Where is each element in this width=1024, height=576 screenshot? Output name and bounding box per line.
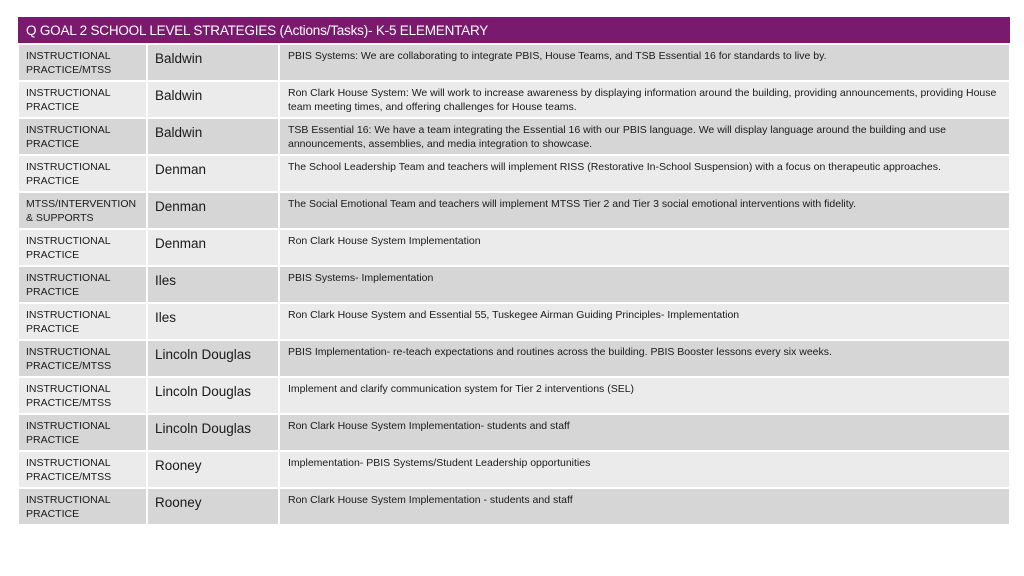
category-cell: INSTRUCTIONAL PRACTICE (26, 124, 111, 150)
school-cell: Baldwin (155, 125, 203, 140)
table-row (18, 81, 1010, 118)
table-title: Q GOAL 2 SCHOOL LEVEL STRATEGIES (Actions/Tasks)- K-5 ELEMENTARY (18, 17, 1010, 44)
strategy-cell: PBIS Implementation- re-teach expectations and routines across the building. PBIS Booster lessons every six weeks. (288, 346, 832, 358)
table-row (18, 340, 1010, 377)
table-row (18, 266, 1010, 303)
table-row (18, 451, 1010, 488)
table-row (18, 303, 1010, 340)
category-cell: INSTRUCTIONAL PRACTICE (26, 309, 111, 335)
table-row (18, 414, 1010, 451)
category-cell: MTSS/INTERVENTION & SUPPORTS (26, 198, 137, 224)
strategy-cell: Implement and clarify communication system for Tier 2 interventions (SEL) (288, 383, 635, 395)
category-cell: INSTRUCTIONAL PRACTICE/MTSS (26, 50, 112, 76)
strategy-cell: Ron Clark House System Implementation- students and staff (288, 420, 570, 432)
table-row (18, 44, 1010, 81)
school-cell: Baldwin (155, 51, 203, 66)
school-cell: Lincoln Douglas (155, 347, 252, 362)
strategy-cell: The Social Emotional Team and teachers will implement MTSS Tier 2 and Tier 3 social emotional interventions with fidelity. (288, 198, 857, 210)
strategy-cell: TSB Essential 16: We have a team integrating the Essential 16 with our PBIS language. We will display language around the building and use announcements, assemblies, and media integration to showcase. (288, 124, 947, 150)
strategy-cell: PBIS Systems: We are collaborating to integrate PBIS, House Teams, and TSB Essential 16 for standards to live by. (288, 50, 827, 62)
strategy-cell: Implementation- PBIS Systems/Student Leadership opportunities (288, 457, 591, 469)
strategy-cell: Ron Clark House System: We will work to increase awareness by displaying information around the building, providing announcements, providing House team meeting times, and offering challenges for House teams. (288, 87, 997, 113)
table-header-row (18, 17, 1010, 44)
school-cell: Rooney (155, 495, 202, 510)
school-cell: Lincoln Douglas (155, 384, 252, 399)
strategy-cell: Ron Clark House System Implementation - students and staff (288, 494, 573, 506)
table-row (18, 229, 1010, 266)
school-cell: Denman (155, 236, 207, 251)
category-cell: INSTRUCTIONAL PRACTICE (26, 87, 111, 113)
strategies-table (17, 17, 1011, 526)
strategy-cell: PBIS Systems- Implementation (288, 272, 434, 284)
category-cell: INSTRUCTIONAL PRACTICE/MTSS (26, 457, 112, 483)
strategy-cell: Ron Clark House System Implementation (288, 235, 481, 247)
table-row (18, 155, 1010, 192)
category-cell: INSTRUCTIONAL PRACTICE (26, 420, 111, 446)
category-cell: INSTRUCTIONAL PRACTICE (26, 494, 111, 520)
table-row (18, 488, 1010, 525)
school-cell: Iles (155, 273, 177, 288)
table-row (18, 192, 1010, 229)
school-cell: Denman (155, 199, 207, 214)
category-cell: INSTRUCTIONAL PRACTICE (26, 161, 111, 187)
school-cell: Denman (155, 162, 207, 177)
table-body (18, 44, 1010, 525)
table-row (18, 118, 1010, 155)
category-cell: INSTRUCTIONAL PRACTICE (26, 272, 111, 298)
strategy-cell: Ron Clark House System and Essential 55, Tuskegee Airman Guiding Principles- Implementation (288, 309, 740, 321)
school-cell: Iles (155, 310, 177, 325)
school-cell: Rooney (155, 458, 202, 473)
school-cell: Baldwin (155, 88, 203, 103)
category-cell: INSTRUCTIONAL PRACTICE (26, 235, 111, 261)
strategy-cell: The School Leadership Team and teachers will implement RISS (Restorative In-School Suspension) with a focus on therapeutic approaches. (288, 161, 941, 173)
category-cell: INSTRUCTIONAL PRACTICE/MTSS (26, 346, 112, 372)
table-row (18, 377, 1010, 414)
category-cell: INSTRUCTIONAL PRACTICE/MTSS (26, 383, 112, 409)
school-cell: Lincoln Douglas (155, 421, 252, 436)
